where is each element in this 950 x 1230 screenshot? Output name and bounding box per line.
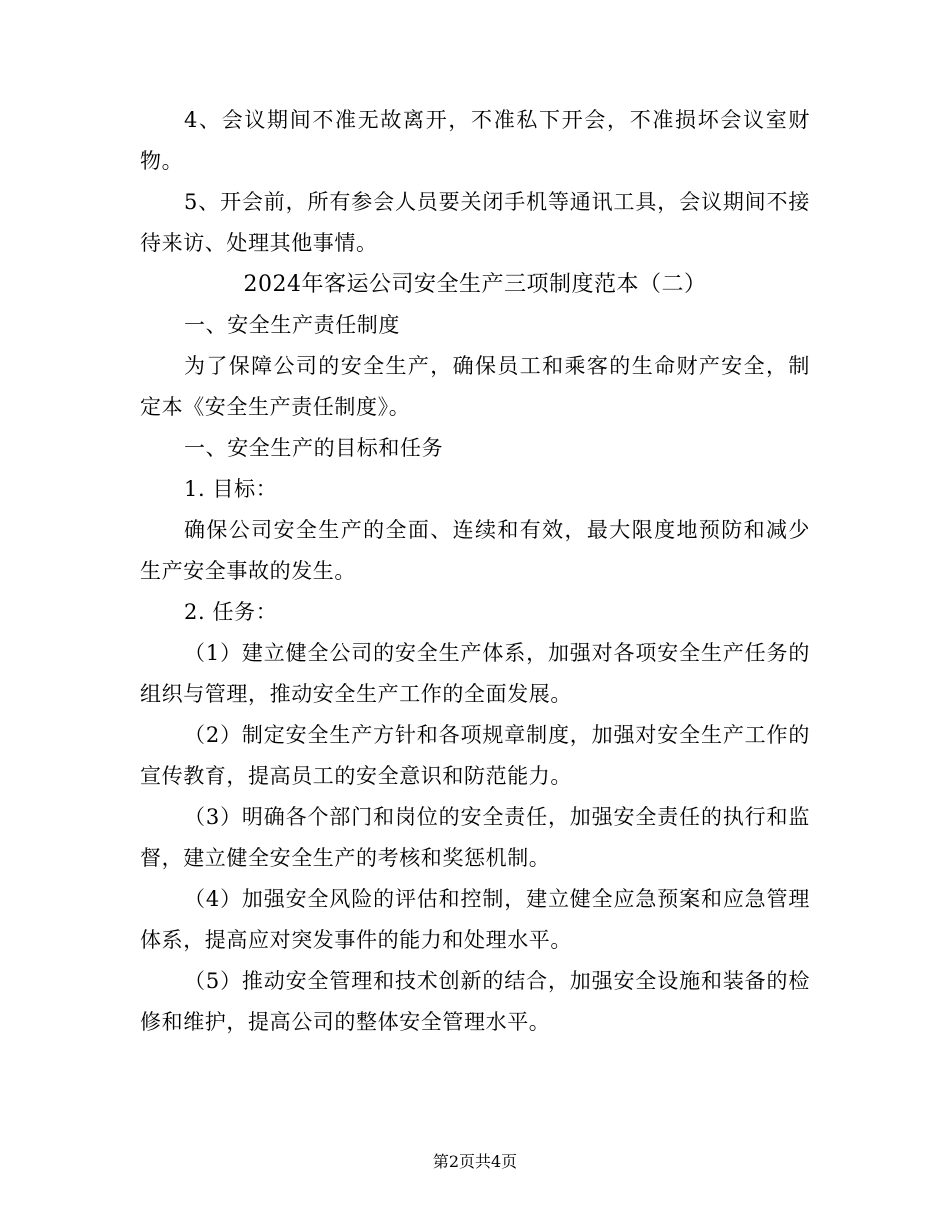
page-number-footer: 第2页共4页	[432, 1152, 518, 1171]
paragraph-purpose: 为了保障公司的安全生产，确保员工和乘客的生命财产安全，制定本《安全生产责任制度》。	[140, 354, 810, 419]
paragraph-rule-5: 5、开会前，所有参会人员要关闭手机等通讯工具，会议期间不接待来访、处理其他事情。	[140, 190, 810, 255]
document-body	[140, 100, 810, 1043]
task-item-3: （3）明确各个部门和岗位的安全责任，加强安全责任的执行和监督，建立健全安全生产的考核和奖惩机制。	[140, 805, 810, 870]
task-item-5: （5）推动安全管理和技术创新的结合，加强安全设施和装备的检修和维护，提高公司的整体安全管理水平。	[140, 969, 810, 1034]
heading-responsibility-system: 一、安全生产责任制度	[184, 313, 400, 337]
heading-goal: 1. 目标：	[184, 477, 278, 501]
paragraph-rule-4: 4、会议期间不准无故离开，不准私下开会，不准损坏会议室财物。	[140, 108, 810, 173]
paragraph-goal: 确保公司安全生产的全面、连续和有效，最大限度地预防和减少生产安全事故的发生。	[140, 518, 810, 583]
task-item-1: （1）建立健全公司的安全生产体系，加强对各项安全生产任务的组织与管理，推动安全生产工作的全面发展。	[140, 641, 810, 706]
section-title: 2024年客运公司安全生产三项制度范本（二）	[243, 272, 707, 297]
task-item-4: （4）加强安全风险的评估和控制，建立健全应急预案和应急管理体系，提高应对突发事件的能力和处理水平。	[140, 887, 810, 952]
task-item-2: （2）制定安全生产方针和各项规章制度，加强对安全生产工作的宣传教育，提高员工的安全意识和防范能力。	[140, 723, 810, 788]
heading-tasks: 2. 任务：	[184, 600, 278, 624]
heading-goals-and-tasks: 一、安全生产的目标和任务	[184, 436, 444, 460]
